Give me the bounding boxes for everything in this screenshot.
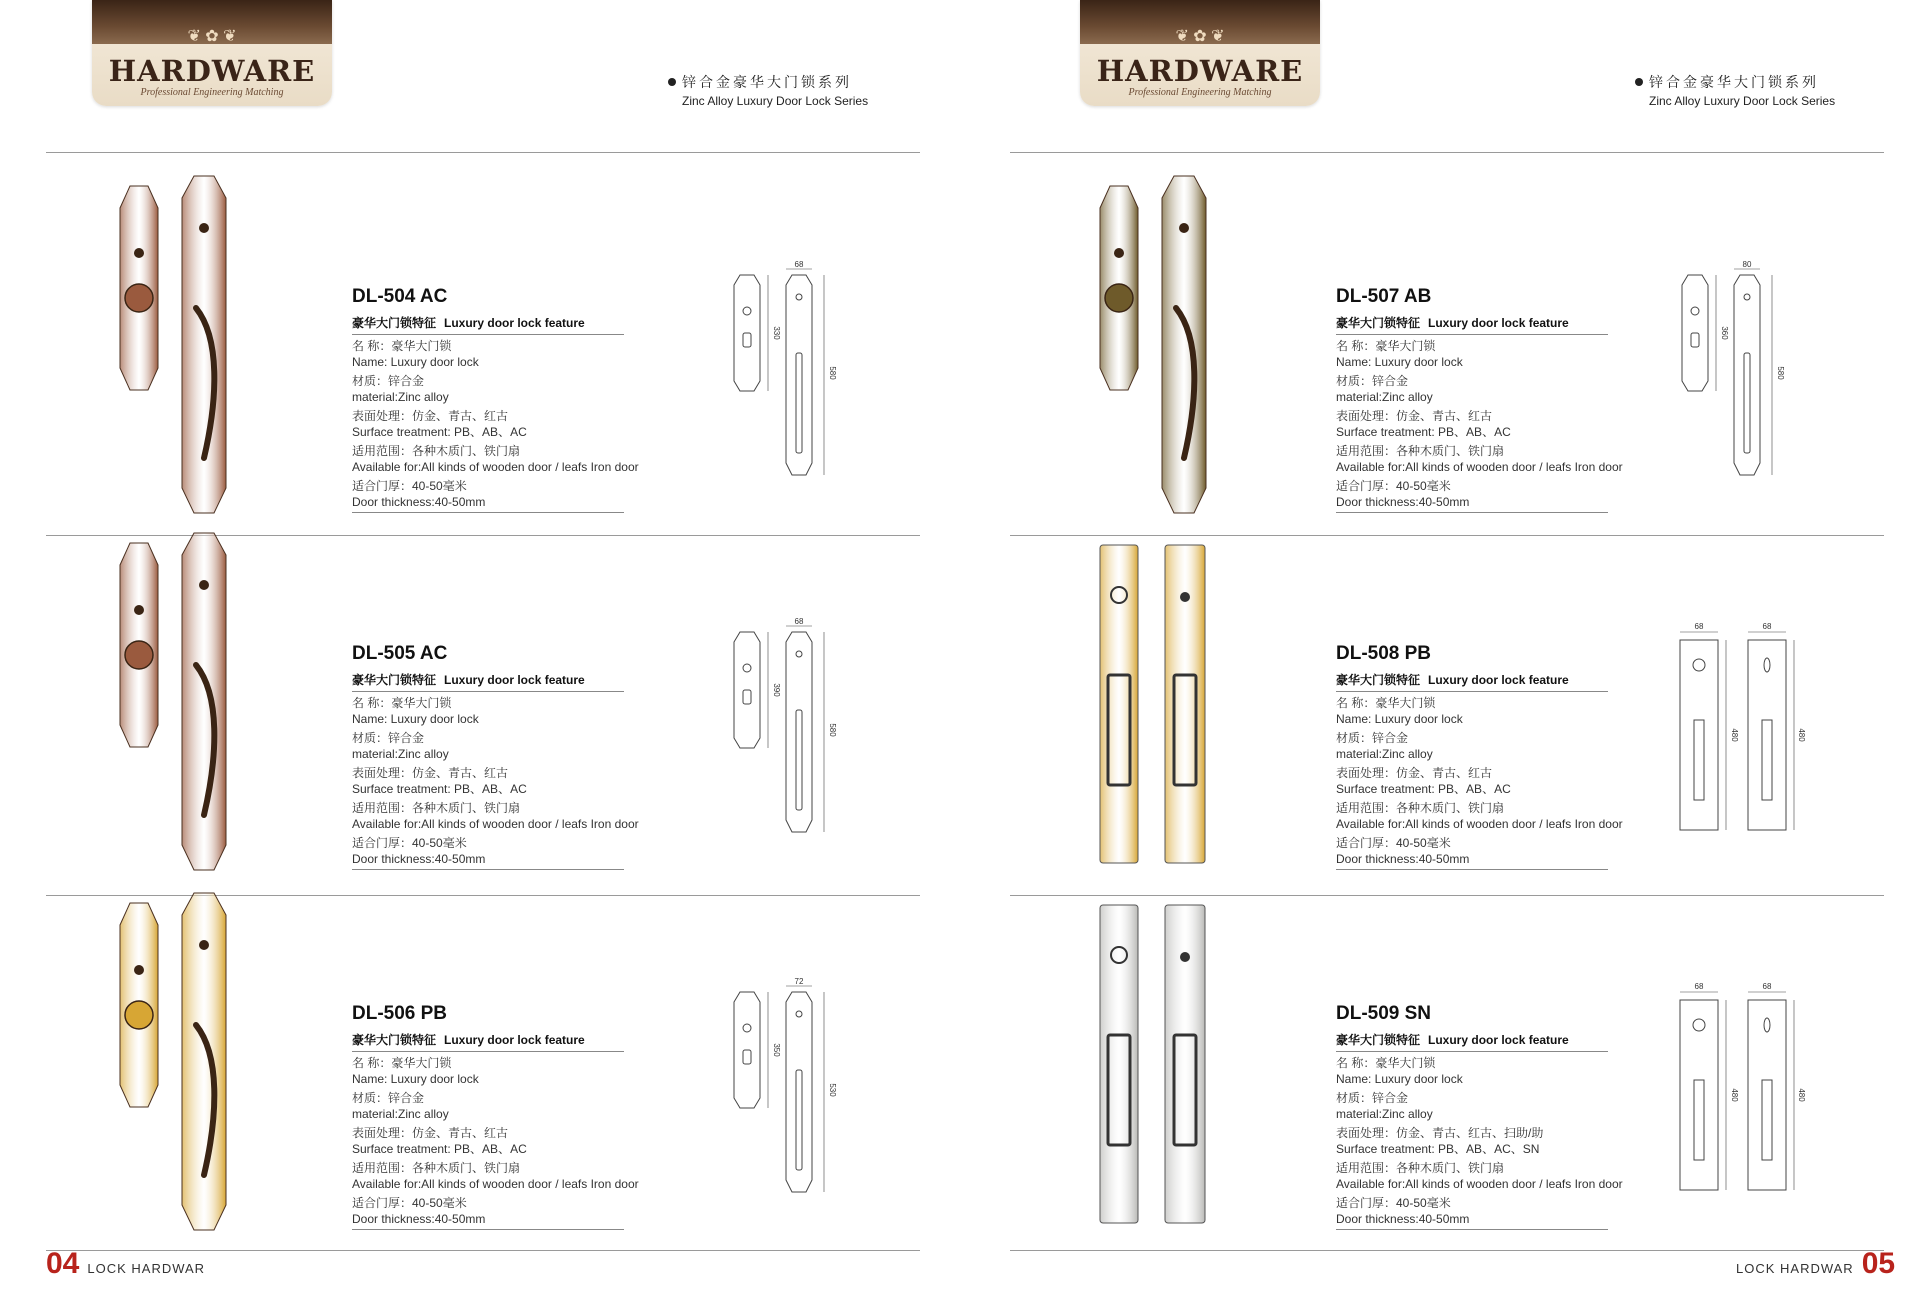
knob-outline bbox=[1693, 659, 1705, 671]
technical-diagram-block bbox=[1670, 980, 1806, 1215]
logo-word: HARDWARE bbox=[108, 54, 316, 88]
spec-line-cn: 适用范围：各种木质门、铁门扇 bbox=[1336, 444, 1505, 458]
spec-line-cn: 材质：锌合金 bbox=[352, 731, 425, 745]
feature-heading-cn: 豪华大门锁特征 bbox=[352, 316, 437, 330]
outer-plate-outline bbox=[1748, 1000, 1786, 1190]
spec-line-en: Door thickness:40-50mm bbox=[1336, 494, 1608, 513]
spec-block bbox=[1336, 765, 1623, 797]
folio-text: LOCK HARDWAR bbox=[1736, 1261, 1854, 1276]
technical-diagram bbox=[722, 617, 852, 850]
knob-outline bbox=[743, 333, 751, 347]
lock-photo bbox=[1080, 525, 1230, 885]
spec-line-cn: 适合门厚：40-50毫米 bbox=[352, 1196, 467, 1210]
knob-outline bbox=[743, 1050, 751, 1064]
spec-block bbox=[352, 1160, 639, 1192]
spec-block bbox=[352, 1195, 639, 1230]
spec-line-en: Door thickness:40-50mm bbox=[1336, 1211, 1608, 1230]
spec-block bbox=[1336, 695, 1623, 727]
lock-photo bbox=[1080, 885, 1230, 1245]
spec-line-en: material:Zinc alloy bbox=[1336, 1107, 1433, 1121]
spec-line-en: material:Zinc alloy bbox=[1336, 747, 1433, 761]
spec-line-cn: 适合门厚：40-50毫米 bbox=[352, 836, 467, 850]
folio-text: LOCK HARDWAR bbox=[87, 1261, 206, 1276]
model-number: DL-505 AC bbox=[352, 643, 448, 664]
feature-heading-en: Luxury door lock feature bbox=[444, 1033, 585, 1047]
spec-block bbox=[352, 835, 639, 870]
spec-block bbox=[1336, 835, 1623, 870]
handle-outline bbox=[1762, 720, 1772, 800]
spec-block bbox=[352, 443, 639, 475]
product-photo bbox=[100, 168, 250, 533]
hardware-logo bbox=[92, 0, 332, 106]
spec-line-en: Available for:All kinds of wooden door / leafs Iron door bbox=[1336, 460, 1623, 474]
feature-heading-en: Luxury door lock feature bbox=[1428, 673, 1569, 687]
spec-line-en: Name: Luxury door lock bbox=[352, 712, 479, 726]
logo-tagline: Professional Engineering Matching bbox=[1128, 87, 1272, 98]
dim-height-a: 480 bbox=[1730, 728, 1739, 742]
keyhole-icon bbox=[1179, 223, 1189, 233]
spec-line-cn: 材质：锌合金 bbox=[352, 374, 425, 388]
dim-inner-height: 330 bbox=[772, 326, 781, 340]
feature-heading bbox=[1336, 314, 1608, 335]
technical-diagram-block bbox=[1670, 620, 1806, 855]
technical-diagram bbox=[1670, 620, 1806, 850]
spec-line-en: material:Zinc alloy bbox=[352, 1107, 449, 1121]
dim-outer-height: 580 bbox=[1776, 366, 1785, 380]
series-title-cn: 锌合金豪华大门锁系列 bbox=[1649, 74, 1819, 90]
dim-width: 68 bbox=[794, 260, 804, 269]
page-folio bbox=[46, 1247, 205, 1281]
handle-outline bbox=[1762, 1080, 1772, 1160]
spec-line-cn: 表面处理：仿金、青古、红古 bbox=[1336, 766, 1493, 780]
spec-line-cn: 适用范围：各种木质门、铁门扇 bbox=[352, 801, 521, 815]
dim-width-b: 68 bbox=[1762, 982, 1772, 991]
dim-inner-height: 390 bbox=[772, 683, 781, 697]
technical-diagram-block bbox=[722, 617, 852, 855]
feature-heading-en: Luxury door lock feature bbox=[444, 316, 585, 330]
spec-line-en: Available for:All kinds of wooden door / leafs Iron door bbox=[1336, 817, 1623, 831]
series-title bbox=[1635, 72, 1835, 108]
dim-width: 68 bbox=[794, 617, 804, 626]
spec-line-cn: 名 称：豪华大门锁 bbox=[352, 696, 452, 710]
spec-line-cn: 适合门厚：40-50毫米 bbox=[352, 479, 467, 493]
spec-line-en: material:Zinc alloy bbox=[352, 747, 449, 761]
spec-block bbox=[1336, 478, 1623, 513]
spec-line-cn: 表面处理：仿金、青古、红古 bbox=[352, 409, 509, 423]
handle-outline bbox=[796, 710, 802, 810]
inner-plate-outline bbox=[1680, 640, 1718, 830]
spec-block bbox=[352, 730, 639, 762]
product-specs bbox=[1336, 286, 1623, 513]
spec-line-cn: 名 称：豪华大门锁 bbox=[352, 339, 452, 353]
model-number: DL-504 AC bbox=[352, 286, 448, 307]
keyhole-outline bbox=[1691, 307, 1699, 315]
spec-line-cn: 适用范围：各种木质门、铁门扇 bbox=[1336, 1161, 1505, 1175]
spec-line-en: Door thickness:40-50mm bbox=[1336, 851, 1608, 870]
spec-block bbox=[352, 478, 639, 513]
spec-block bbox=[1336, 443, 1623, 475]
inner-plate bbox=[1100, 545, 1138, 863]
divider bbox=[1010, 152, 1884, 153]
dim-width-b: 68 bbox=[1762, 622, 1772, 631]
keyhole-outline bbox=[743, 307, 751, 315]
product-specs bbox=[352, 643, 639, 870]
outer-plate-outline bbox=[786, 275, 812, 475]
spec-line-cn: 表面处理：仿金、青古、红古 bbox=[352, 1126, 509, 1140]
dim-inner-height: 350 bbox=[772, 1043, 781, 1057]
product-specs bbox=[1336, 1003, 1623, 1230]
keyhole-outline bbox=[796, 294, 802, 300]
handle-outline bbox=[796, 1070, 802, 1170]
bullet-icon bbox=[1635, 78, 1643, 86]
spec-line-cn: 材质：锌合金 bbox=[1336, 374, 1409, 388]
keyhole-outline bbox=[743, 664, 751, 672]
dim-width-a: 68 bbox=[1694, 622, 1704, 631]
knob bbox=[125, 1001, 153, 1029]
product-specs bbox=[352, 1003, 639, 1230]
keyhole-outline bbox=[796, 651, 802, 657]
spec-line-en: Name: Luxury door lock bbox=[1336, 1072, 1463, 1086]
series-title-cn: 锌合金豪华大门锁系列 bbox=[682, 74, 852, 90]
spec-block bbox=[1336, 373, 1623, 405]
keyhole-outline bbox=[743, 1024, 751, 1032]
feature-heading bbox=[1336, 671, 1608, 692]
spec-line-cn: 适合门厚：40-50毫米 bbox=[1336, 1196, 1451, 1210]
spec-block bbox=[352, 408, 639, 440]
model-number: DL-508 PB bbox=[1336, 643, 1432, 664]
spec-block bbox=[1336, 800, 1623, 832]
spec-line-en: Door thickness:40-50mm bbox=[352, 1211, 624, 1230]
spec-line-cn: 名 称：豪华大门锁 bbox=[352, 1056, 452, 1070]
spec-block bbox=[352, 338, 639, 370]
spec-block bbox=[1336, 1090, 1623, 1122]
spec-block bbox=[1336, 1195, 1623, 1230]
divider bbox=[46, 152, 920, 153]
logo-word: HARDWARE bbox=[1096, 54, 1304, 88]
knob-outline bbox=[1691, 333, 1699, 347]
technical-diagram bbox=[722, 260, 852, 493]
dim-width-a: 68 bbox=[1694, 982, 1704, 991]
technical-diagram-block bbox=[722, 977, 852, 1215]
spec-block bbox=[352, 1125, 639, 1157]
knob-outline bbox=[1693, 1019, 1705, 1031]
outer-plate-outline bbox=[1748, 640, 1786, 830]
dim-width: 72 bbox=[794, 977, 804, 986]
spec-line-cn: 名 称：豪华大门锁 bbox=[1336, 696, 1436, 710]
feature-heading bbox=[352, 314, 624, 335]
right-page bbox=[960, 0, 1920, 1316]
feature-heading-cn: 豪华大门锁特征 bbox=[1336, 1033, 1421, 1047]
keyhole-icon bbox=[1114, 248, 1124, 258]
spec-line-en: Name: Luxury door lock bbox=[1336, 712, 1463, 726]
dim-height-a: 480 bbox=[1730, 1088, 1739, 1102]
spec-block bbox=[1336, 338, 1623, 370]
spec-line-cn: 表面处理：仿金、青古、红古 bbox=[352, 766, 509, 780]
spec-line-cn: 材质：锌合金 bbox=[1336, 731, 1409, 745]
logo-ornament-icon: ❦ ✿ ❦ bbox=[1175, 28, 1225, 45]
series-title-en: Zinc Alloy Luxury Door Lock Series bbox=[682, 94, 869, 108]
spec-line-en: Surface treatment: PB、AB、AC bbox=[1336, 425, 1511, 439]
knob bbox=[125, 284, 153, 312]
page-folio bbox=[1736, 1247, 1895, 1281]
dim-outer-height: 580 bbox=[828, 723, 837, 737]
knob-outline bbox=[743, 690, 751, 704]
product-photo bbox=[1080, 525, 1230, 890]
bullet-icon bbox=[668, 78, 676, 86]
lock-photo bbox=[100, 525, 250, 885]
knob bbox=[125, 641, 153, 669]
spec-block bbox=[1336, 1055, 1623, 1087]
product-specs bbox=[1336, 643, 1623, 870]
handle-outline bbox=[1694, 720, 1704, 800]
spec-line-en: Door thickness:40-50mm bbox=[352, 851, 624, 870]
logo-tagline: Professional Engineering Matching bbox=[140, 87, 284, 98]
outer-plate-outline bbox=[786, 632, 812, 832]
model-number: DL-506 PB bbox=[352, 1003, 448, 1024]
spec-line-en: Surface treatment: PB、AB、AC bbox=[352, 1142, 527, 1156]
spec-line-en: Available for:All kinds of wooden door / leafs Iron door bbox=[352, 817, 639, 831]
spec-line-cn: 适合门厚：40-50毫米 bbox=[1336, 836, 1451, 850]
spec-line-en: Available for:All kinds of wooden door / leafs Iron door bbox=[352, 1177, 639, 1191]
feature-heading-en: Luxury door lock feature bbox=[444, 673, 585, 687]
spec-line-cn: 名 称：豪华大门锁 bbox=[1336, 1056, 1436, 1070]
keyhole-icon bbox=[134, 965, 144, 975]
spec-line-cn: 材质：锌合金 bbox=[1336, 1091, 1409, 1105]
handle-outline bbox=[796, 353, 802, 453]
lock-photo bbox=[100, 885, 250, 1245]
inner-plate bbox=[1100, 905, 1138, 1223]
dim-height-b: 480 bbox=[1797, 1088, 1806, 1102]
spec-line-en: Door thickness:40-50mm bbox=[352, 494, 624, 513]
spec-block bbox=[352, 765, 639, 797]
spec-block bbox=[352, 373, 639, 405]
spec-block bbox=[1336, 408, 1623, 440]
knob bbox=[1105, 284, 1133, 312]
lock-photo bbox=[100, 168, 250, 528]
spec-line-en: Surface treatment: PB、AB、AC bbox=[352, 782, 527, 796]
feature-heading bbox=[1336, 1031, 1608, 1052]
spec-line-cn: 适合门厚：40-50毫米 bbox=[1336, 479, 1451, 493]
keyhole-icon bbox=[199, 940, 209, 950]
spec-line-en: Available for:All kinds of wooden door / leafs Iron door bbox=[1336, 1177, 1623, 1191]
spec-block bbox=[1336, 1125, 1623, 1157]
outer-plate-outline bbox=[786, 992, 812, 1192]
spec-line-en: Name: Luxury door lock bbox=[352, 1072, 479, 1086]
page-number: 04 bbox=[46, 1247, 80, 1280]
product-photo bbox=[1080, 885, 1230, 1250]
dim-height-b: 480 bbox=[1797, 728, 1806, 742]
keyhole-outline bbox=[1744, 294, 1750, 300]
product-photo bbox=[1080, 168, 1230, 533]
inner-plate-outline bbox=[1680, 1000, 1718, 1190]
spec-block bbox=[1336, 730, 1623, 762]
hardware-logo bbox=[1080, 0, 1320, 106]
spec-line-cn: 材质：锌合金 bbox=[352, 1091, 425, 1105]
keyhole-outline bbox=[1764, 658, 1770, 672]
spec-line-cn: 表面处理：仿金、青古、红古、扫助/助 bbox=[1336, 1126, 1544, 1140]
keyhole-outline bbox=[796, 1011, 802, 1017]
spec-line-en: Surface treatment: PB、AB、AC、SN bbox=[1336, 1142, 1540, 1156]
keyhole-icon bbox=[199, 580, 209, 590]
dim-inner-height: 360 bbox=[1720, 326, 1729, 340]
keyhole-icon bbox=[134, 605, 144, 615]
series-title-en: Zinc Alloy Luxury Door Lock Series bbox=[1649, 94, 1836, 108]
spec-line-cn: 适用范围：各种木质门、铁门扇 bbox=[1336, 801, 1505, 815]
spec-line-en: material:Zinc alloy bbox=[352, 390, 449, 404]
dim-outer-height: 580 bbox=[828, 366, 837, 380]
spec-line-en: Name: Luxury door lock bbox=[352, 355, 479, 369]
series-title bbox=[668, 72, 868, 108]
technical-diagram bbox=[1670, 260, 1800, 493]
spec-line-en: Surface treatment: PB、AB、AC bbox=[1336, 782, 1511, 796]
keyhole-icon bbox=[199, 223, 209, 233]
feature-heading-en: Luxury door lock feature bbox=[1428, 1033, 1569, 1047]
feature-heading-cn: 豪华大门锁特征 bbox=[1336, 673, 1421, 687]
keyhole-icon bbox=[1180, 952, 1190, 962]
spec-line-en: Name: Luxury door lock bbox=[1336, 355, 1463, 369]
keyhole-icon bbox=[1180, 592, 1190, 602]
model-number: DL-509 SN bbox=[1336, 1003, 1432, 1024]
spec-line-cn: 适用范围：各种木质门、铁门扇 bbox=[352, 444, 521, 458]
feature-heading bbox=[352, 671, 624, 692]
product-photo bbox=[100, 885, 250, 1250]
spec-line-cn: 适用范围：各种木质门、铁门扇 bbox=[352, 1161, 521, 1175]
keyhole-outline bbox=[1764, 1018, 1770, 1032]
handle-outline bbox=[1694, 1080, 1704, 1160]
spec-line-cn: 名 称：豪华大门锁 bbox=[1336, 339, 1436, 353]
feature-heading-en: Luxury door lock feature bbox=[1428, 316, 1569, 330]
spec-line-en: Available for:All kinds of wooden door / leafs Iron door bbox=[352, 460, 639, 474]
model-number: DL-507 AB bbox=[1336, 286, 1432, 307]
feature-heading-cn: 豪华大门锁特征 bbox=[352, 1033, 437, 1047]
feature-heading-cn: 豪华大门锁特征 bbox=[352, 673, 437, 687]
technical-diagram bbox=[1670, 980, 1806, 1210]
feature-heading bbox=[352, 1031, 624, 1052]
outer-plate-outline bbox=[1734, 275, 1760, 475]
keyhole-icon bbox=[134, 248, 144, 258]
handle-outline bbox=[1744, 353, 1750, 453]
spec-block bbox=[352, 1090, 639, 1122]
spec-line-cn: 表面处理：仿金、青古、红古 bbox=[1336, 409, 1493, 423]
spec-block bbox=[352, 695, 639, 727]
product-specs bbox=[352, 286, 639, 513]
technical-diagram bbox=[722, 977, 852, 1210]
spec-block bbox=[1336, 1160, 1623, 1192]
technical-diagram-block bbox=[1670, 260, 1800, 498]
lock-photo bbox=[1080, 168, 1230, 528]
dim-outer-height: 530 bbox=[828, 1083, 837, 1097]
dim-width: 80 bbox=[1742, 260, 1752, 269]
logo-ornament-icon: ❦ ✿ ❦ bbox=[187, 28, 237, 45]
spec-line-en: Surface treatment: PB、AB、AC bbox=[352, 425, 527, 439]
page-number: 05 bbox=[1861, 1247, 1896, 1280]
feature-heading-cn: 豪华大门锁特征 bbox=[1336, 316, 1421, 330]
spec-block bbox=[352, 1055, 639, 1087]
spec-line-en: material:Zinc alloy bbox=[1336, 390, 1433, 404]
spec-block bbox=[352, 800, 639, 832]
product-photo bbox=[100, 525, 250, 890]
technical-diagram-block bbox=[722, 260, 852, 498]
